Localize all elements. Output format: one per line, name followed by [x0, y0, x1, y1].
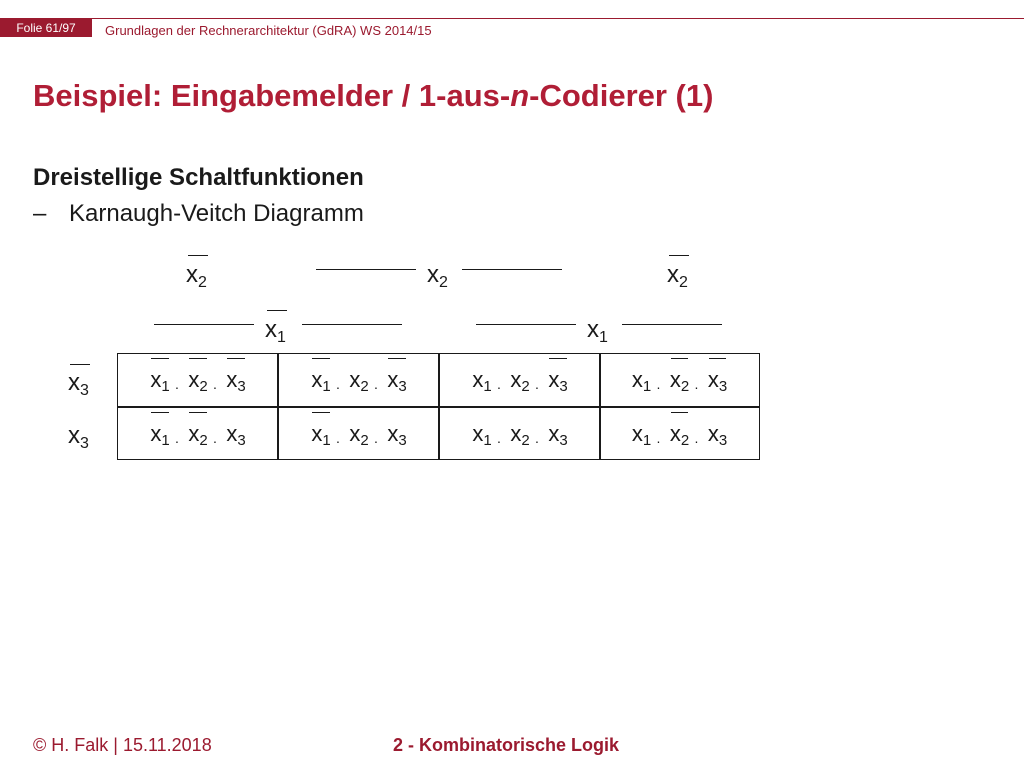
- overbar: [669, 255, 689, 256]
- kv-cell-r2c1: $x_1$ · $x_2$ · $x_3$: [150, 420, 246, 449]
- overbar: [70, 364, 90, 365]
- course-title: Grundlagen der Rechnerarchitektur (GdRA) WS 2014/15: [105, 23, 432, 38]
- header-rule: [0, 18, 1024, 19]
- span-line: [154, 324, 254, 325]
- footer-chapter: 2 - Kombinatorische Logik: [393, 735, 620, 755]
- span-line: [462, 269, 562, 270]
- label-x2: $x_2$: [427, 261, 448, 291]
- kv-cell-r2c4: $x_1$ · $x_2$ · $x_3$: [631, 420, 728, 449]
- kv-grid: [117, 353, 760, 460]
- kv-cell-r2c3: $x_1$ · $x_2$ · $x_3$: [472, 420, 568, 449]
- slide-number-badge: Folie 61/97: [0, 19, 92, 37]
- slide-title: [33, 78, 713, 114]
- label-not-x2-left: $x_2$: [186, 261, 207, 291]
- kv-cell-r1c1: $x_1$ · $x_2$ · $x_3$: [150, 366, 246, 395]
- title-italic: n: [510, 78, 530, 113]
- subheading: Dreistellige Schaltfunktionen: [33, 164, 364, 191]
- span-line: [302, 324, 402, 325]
- overbar: [267, 310, 287, 311]
- kv-cell-r2c2: $x_1$ · $x_2$ · $x_3$: [311, 420, 407, 449]
- title-part-1: Beispiel: Eingabemelder / 1-aus-: [33, 78, 511, 113]
- span-line: [476, 324, 576, 325]
- title-part-2: -Codierer (1): [529, 78, 714, 113]
- bullet-text: Karnaugh-Veitch Diagramm: [69, 200, 364, 227]
- kv-cell-r1c4: $x_1$ · $x_2$ · $x_3$: [631, 366, 728, 395]
- kv-cell-r1c3: $x_1$ · $x_2$ · $x_3$: [472, 366, 568, 395]
- bullet-dash: –: [33, 200, 47, 227]
- overbar: [188, 255, 208, 256]
- label-not-x2-right: $x_2$: [667, 261, 688, 291]
- label-not-x3: $x_3$: [68, 369, 89, 399]
- label-not-x1: $x_1$: [265, 316, 286, 346]
- span-line: [622, 324, 722, 325]
- kv-cell-r1c2: $x_1$ · $x_2$ · $x_3$: [311, 366, 407, 395]
- bullet-item: [33, 200, 364, 228]
- span-line: [316, 269, 416, 270]
- label-x3: $x_3$: [68, 422, 89, 452]
- footer-author-date: © H. Falk | 15.11.2018: [33, 735, 212, 755]
- label-x1: $x_1$: [587, 316, 608, 346]
